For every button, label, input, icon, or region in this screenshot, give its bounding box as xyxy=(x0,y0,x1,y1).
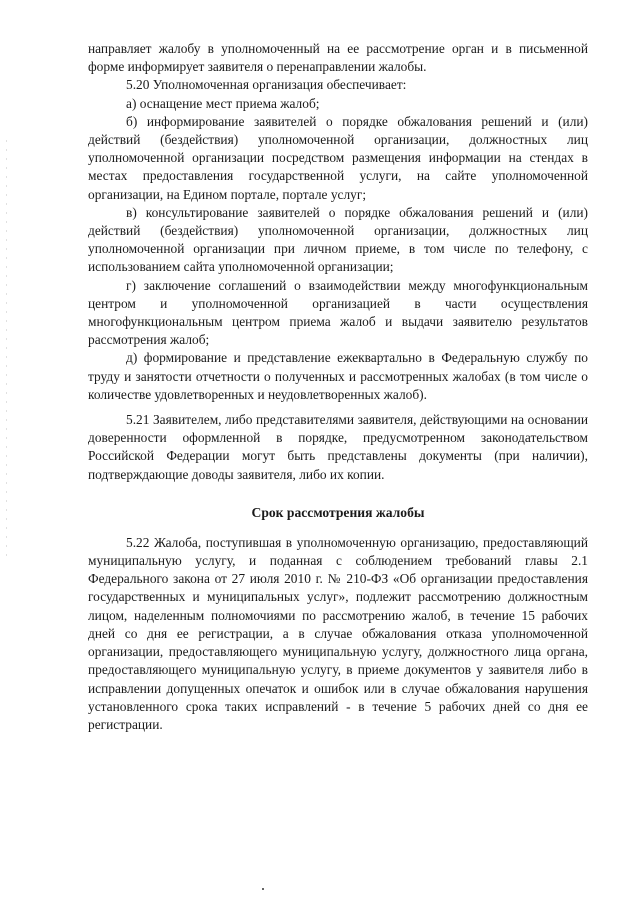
scan-speck xyxy=(262,888,264,890)
document-page xyxy=(88,40,588,734)
paragraph-5-20-intro: 5.20 Уполномоченная организация обеспечивает: xyxy=(126,77,407,93)
paragraph-redirect-notice: направляет жалобу в уполномоченный на ее рассмотрение орган и в письменной форме информирует заявителя о перенаправлении жалобы. xyxy=(88,41,588,75)
scan-edge-artifact xyxy=(6,140,7,560)
section-heading: Срок рассмотрения жалобы xyxy=(251,504,425,520)
list-item-g: г) заключение соглашений о взаимодействии между многофункциональным центром и уполномоченной организацией в части осуществления многофункциональным центром приема жалоб и выдачи заявителю результатов рассмотрения жалоб; xyxy=(88,277,588,348)
paragraph-5-22: 5.22 Жалоба, поступившая в уполномоченную организацию, предоставляющий муниципальную услугу, и поданная с соблюдением требований главы 2.1 Федерального закона от 27 июля 2010 г. № 210-ФЗ «Об организации предоставления государственных и муниципальных услуг», подлежит рассмотрению должностным лицом, наделенным полномочиями по рассмотрению жалоб, в течение 15 рабочих дней со дня ее регистрации, а в случае обжалования отказа уполномоченной организации, предоставляющего муниципальную услугу, должностного лица органа, предоставляющего муниципальную услугу, в приеме документов у заявителя либо в исправлении допущенных опечаток и ошибок или в случае обжалования нарушения установленного срока таких исправлений - в течение 5 рабочих дней со дня ее регистрации. xyxy=(88,534,588,732)
list-item-a: а) оснащение мест приема жалоб; xyxy=(126,95,320,111)
list-item-d: д) формирование и представление ежеквартально в Федеральную службу по труду и занятости отчетности о полученных и рассмотренных жалобах (в том числе о количестве удовлетворенных и неудовлетворенных жалоб). xyxy=(88,350,588,402)
list-item-v: в) консультирование заявителей о порядке обжалования решений и (или) действий (бездействия) уполномоченной организации, должностных лиц уполномоченной организации при личном приеме, в том числе по телефону, с использованием сайта уполномоченной организации; xyxy=(88,204,588,275)
list-item-b: б) информирование заявителей о порядке обжалования решений и (или) действий (бездействия) уполномоченной организации, должностных лиц уполномоченной организации посредством размещения информации на стендах в местах предоставления государственной услуги, на сайте уполномоченной организации, на Едином портале, портале услуг; xyxy=(88,113,588,202)
paragraph-5-21: 5.21 Заявителем, либо представителями заявителя, действующими на основании доверенности оформленной в порядке, предусмотренном законодательством Российской Федерации могут быть представлены документы (при наличии), подтверждающие доводы заявителя, либо их копии. xyxy=(88,412,588,482)
